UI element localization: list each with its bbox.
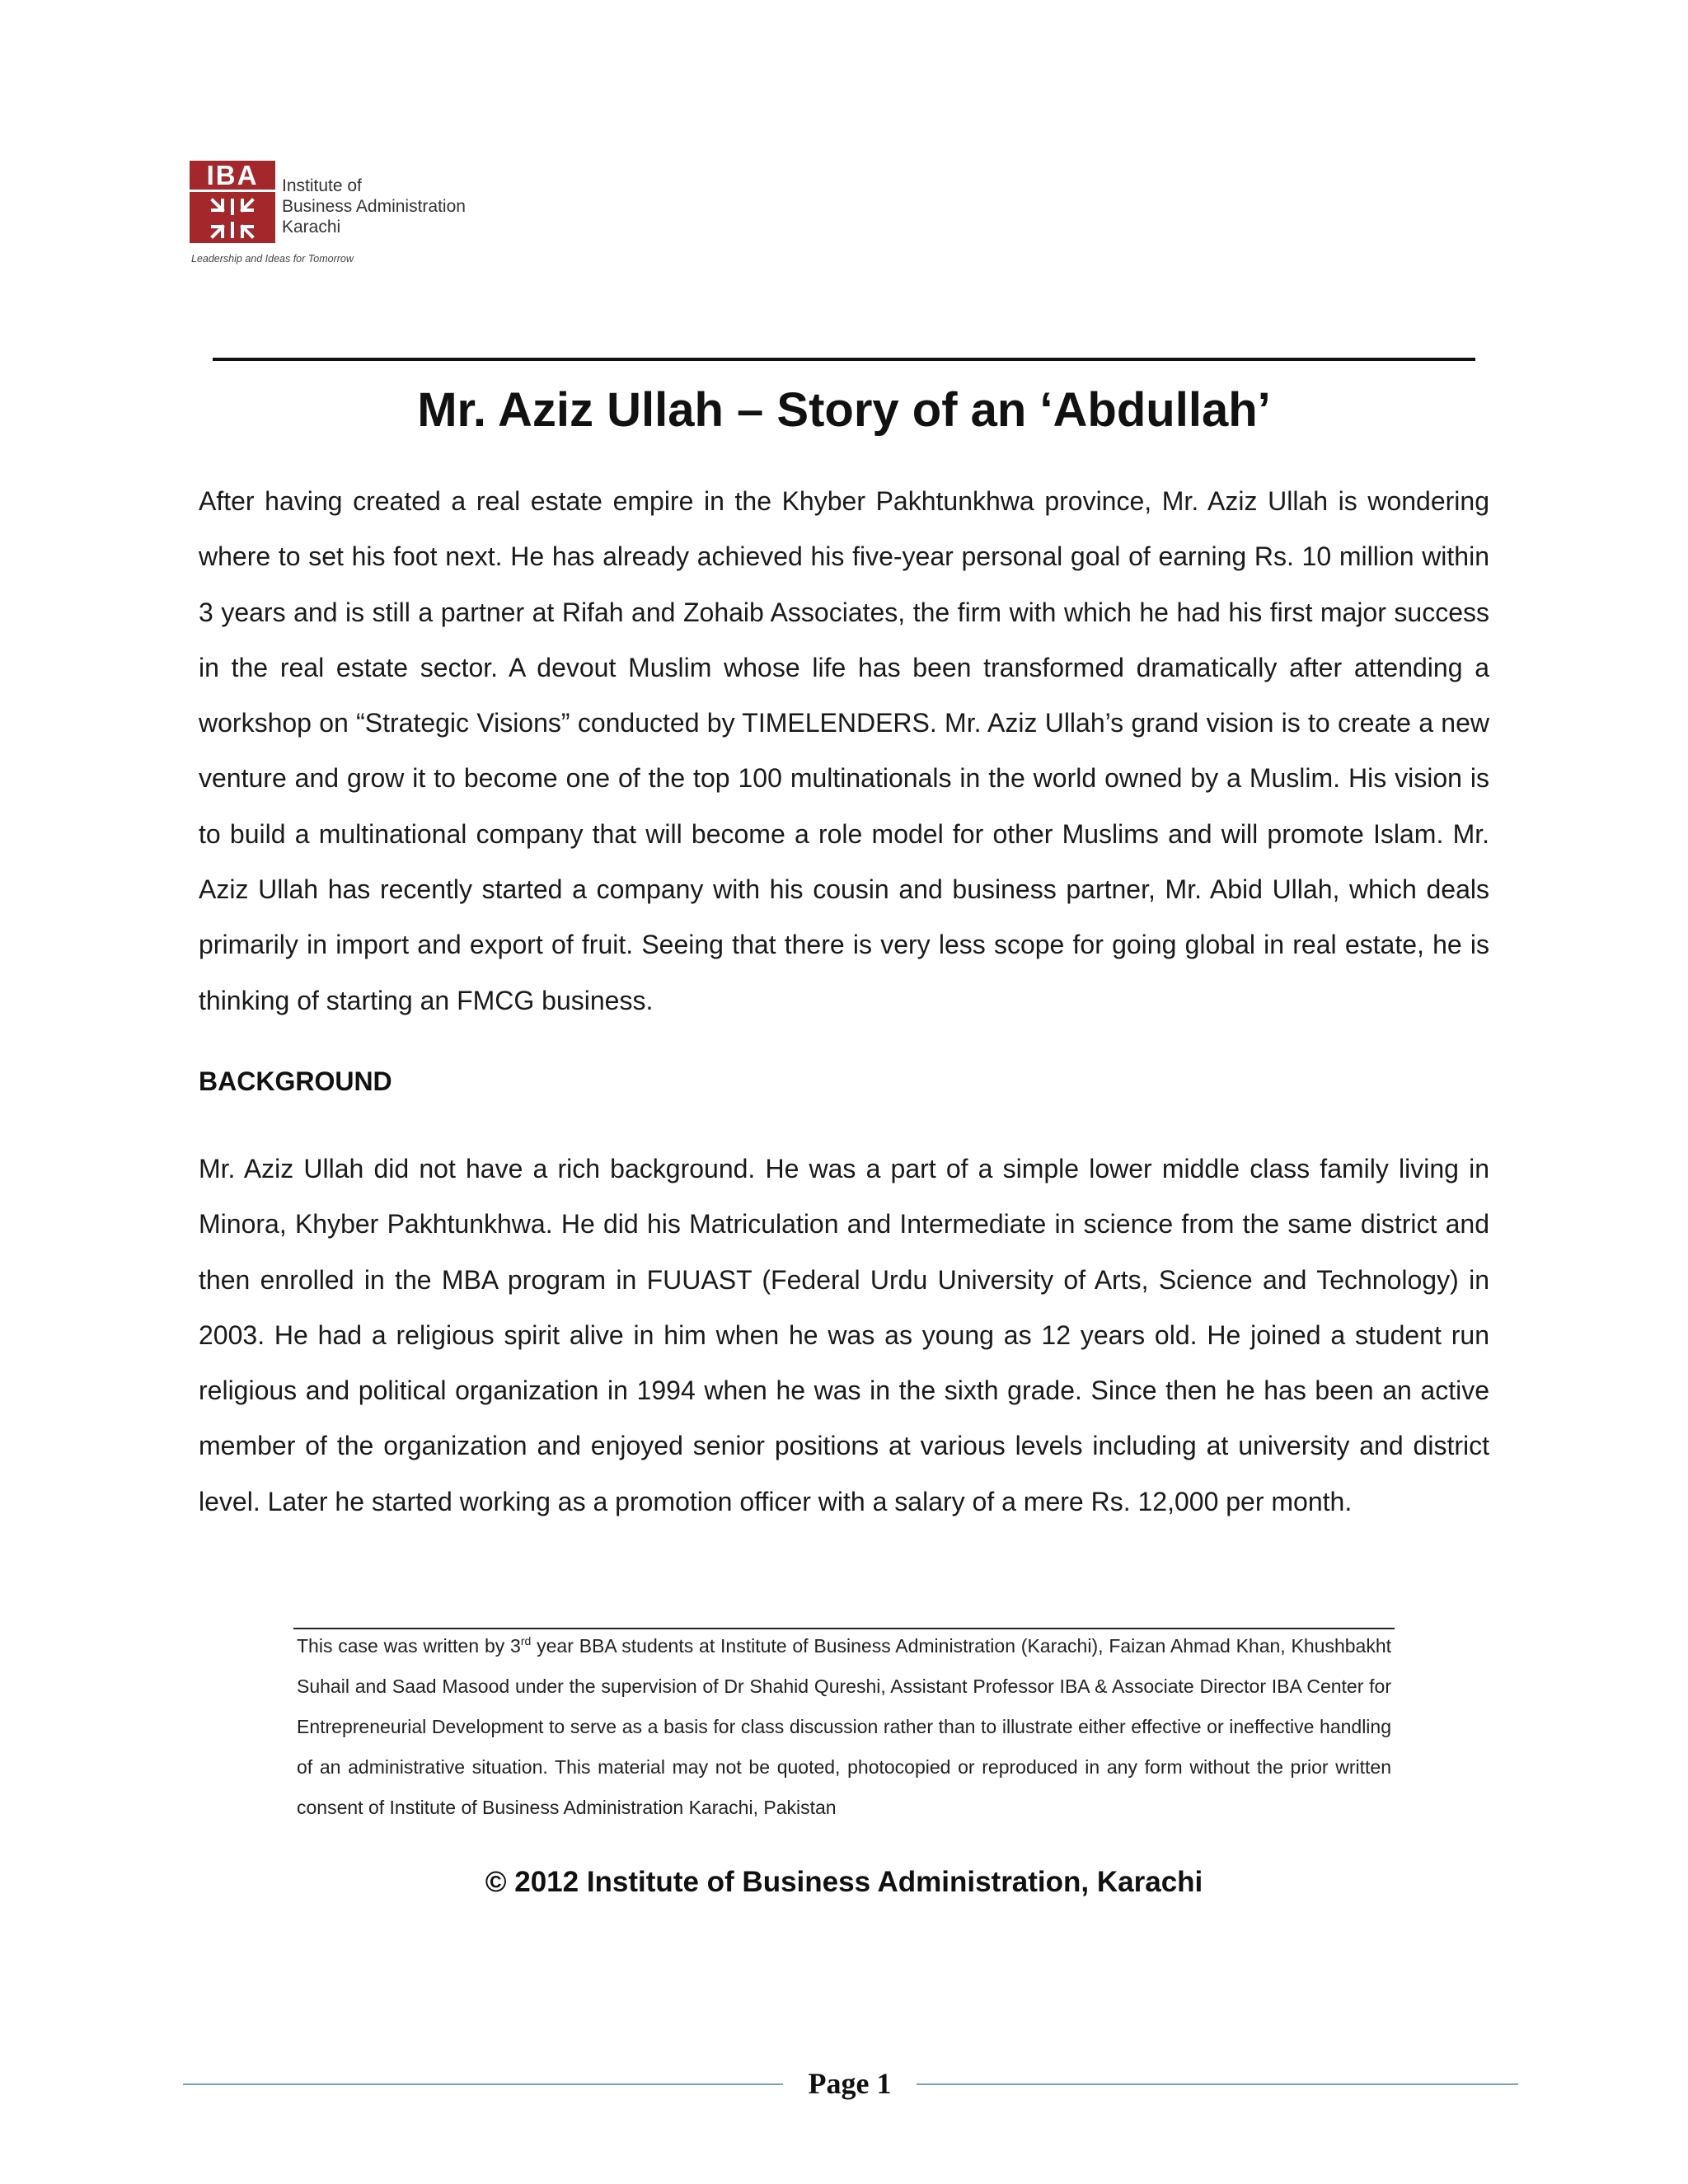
footer-line-right (917, 2083, 1518, 2085)
footer-line-left (183, 2083, 783, 2085)
logo-name-line-2: Business Administration (282, 197, 466, 216)
page-number: Page 1 (808, 2067, 892, 2100)
document-title: Mr. Aziz Ullah – Story of an ‘Abdullah’ (417, 383, 1271, 437)
title-divider (213, 358, 1475, 361)
iba-emblem-icon (208, 197, 257, 240)
intro-paragraph: After having created a real estate empire in the Khyber Pakhtunkhwa province, Mr. Aziz Ullah is wondering where to set his foot next. He has already achieved his five-year personal goal of earning Rs. 10 million within 3 years and is still a partner at Rifah and Zohaib Associates, the firm with which he had his first major success in the real estate sector. A devout Muslim whose life has been transformed dramatically after attending a workshop on “Strategic Visions” conducted by TIMELENDERS. Mr. Aziz Ullah’s grand vision is to create a new venture and grow it to become one of the top 100 multinationals in the world owned by a Muslim. His vision is to build a multinational company that will become a role model for other Muslims and will promote Islam. Mr. Aziz Ullah has recently started a company with his cousin and business partner, Mr. Abid Ullah, which deals primarily in import and export of fruit. Seeing that there is very less scope for going global in real estate, he is thinking of starting an FMCG business. (199, 486, 1489, 1015)
logo-institution-name (282, 176, 466, 237)
footnote-text-rest: year BBA students at Institute of Business Administration (Karachi), Faizan Ahmad Khan, Khushbakht Suhail and Saad Masood under the supervision of Dr Shahid Qureshi, Assistant Professor IBA & Associate Director IBA Center for Entrepreneurial Development to serve as a basis for class discussion rather than to illustrate either effective or ineffective handling of an administrative situation. This material may not be quoted, photocopied or reproduced in any form without the prior written consent of Institute of Business Administration Karachi, Pakistan (297, 1635, 1391, 1818)
section-heading-background: BACKGROUND (199, 1066, 392, 1096)
background-paragraph: Mr. Aziz Ullah did not have a rich background. He was a part of a simple lower middle class family living in Minora, Khyber Pakhtunkhwa. He did his Matriculation and Intermediate in science from the same district and then enrolled in the MBA program in FUUAST (Federal Urdu University of Arts, Science and Technology) in 2003. He had a religious spirit alive in him when he was as young as 12 years old. He joined a student run religious and political organization in 1994 when he was in the sixth grade. Since then he has been an active member of the organization and enjoyed senior positions at various levels including at university and district level. Later he started working as a promotion officer with a salary of a mere Rs. 12,000 per month. (199, 1154, 1489, 1516)
footnote-text-start: This case was written by 3 (297, 1635, 521, 1657)
footnote-superscript: rd (520, 1634, 532, 1647)
iba-logo (190, 161, 503, 274)
logo-tagline: Leadership and Ideas for Tomorrow (191, 253, 354, 265)
copyright-notice: © 2012 Institute of Business Administration, Karachi (485, 1866, 1203, 1898)
case-footnote (297, 1626, 1391, 1828)
logo-abbr: IBA (190, 161, 275, 192)
logo-name-line-3: Karachi (282, 218, 341, 237)
logo-name-line-1: Institute of (282, 176, 362, 195)
